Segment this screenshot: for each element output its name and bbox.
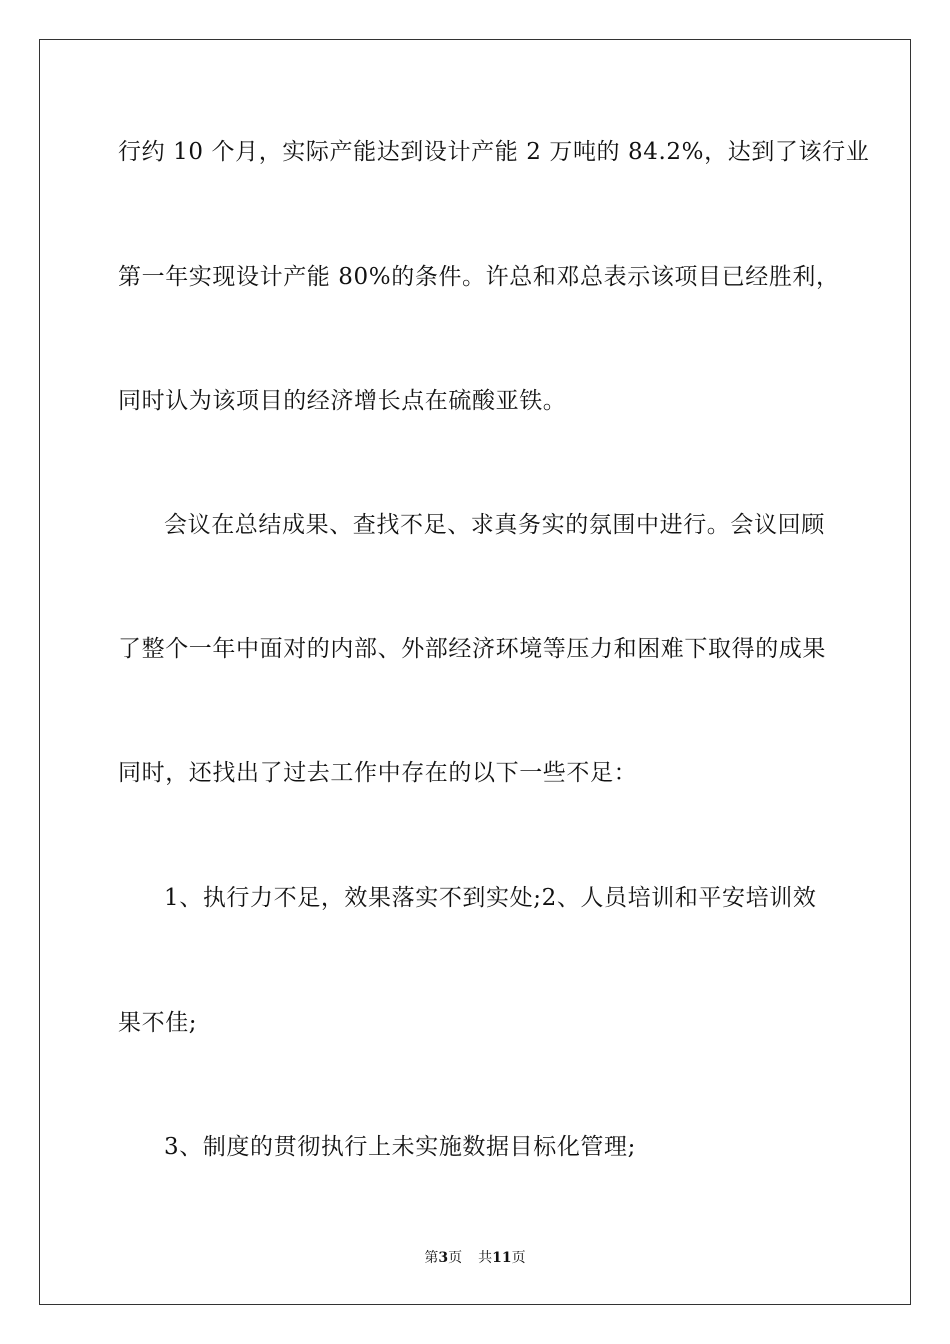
page-footer	[0, 1249, 950, 1267]
body-line-3: 同时认为该项目的经济增长点在硫酸亚铁。	[118, 388, 567, 414]
page-border	[39, 39, 911, 1305]
footer-total-prefix: 共	[478, 1250, 493, 1266]
body-line-4: 会议在总结成果、查找不足、求真务实的氛围中进行。会议回顾	[164, 512, 825, 538]
footer-page-suffix: 页	[448, 1250, 463, 1266]
footer-total-suffix: 页	[511, 1250, 526, 1266]
footer-total-pages: 11	[492, 1250, 512, 1266]
body-line-7: 1、执行力不足，效果落实不到实处;2、人员培训和平安培训效	[164, 885, 817, 911]
body-line-9: 3、制度的贯彻执行上未实施数据目标化管理;	[164, 1134, 636, 1160]
body-line-5: 了整个一年中面对的内部、外部经济环境等压力和困难下取得的成果	[118, 636, 826, 662]
body-line-1: 行约 10 个月，实际产能达到设计产能 2 万吨的 84.2%，达到了该行业	[118, 139, 870, 165]
body-line-6: 同时，还找出了过去工作中存在的以下一些不足：	[118, 760, 638, 786]
body-line-2: 第一年实现设计产能 80%的条件。许总和邓总表示该项目已经胜利，	[118, 264, 840, 290]
footer-page-prefix: 第	[424, 1250, 439, 1266]
footer-page-number: 3	[438, 1250, 449, 1266]
body-line-8: 果不佳;	[118, 1010, 198, 1036]
